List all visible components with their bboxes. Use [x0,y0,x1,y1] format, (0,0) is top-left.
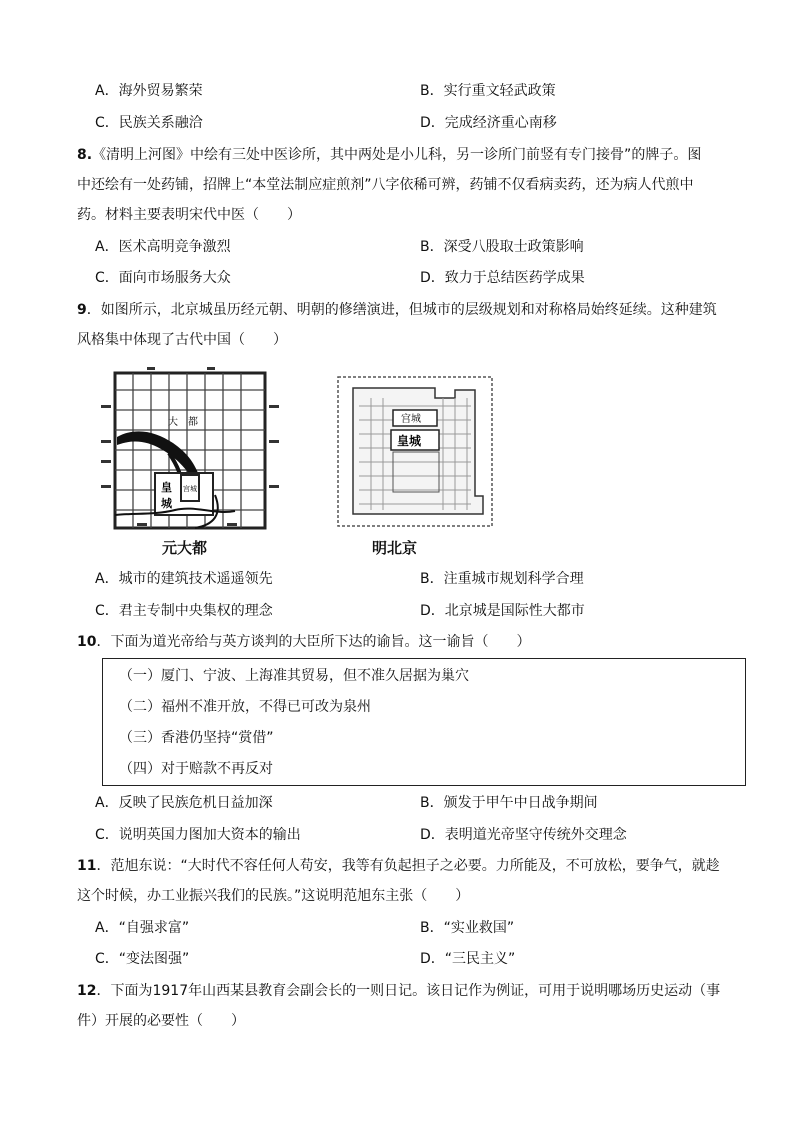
q9-stem-line1: 9．如图所示，北京城虽历经元朝、明朝的修缮演进，但城市的层级规划和对称格局始终延续。这种建筑 [77,302,717,318]
q10-stem-line1: 10．下面为道光帝给与英方谈判的大臣所下达的谕旨。这一谕旨（ ） [77,634,531,650]
q12-number: 12 [77,983,97,999]
q8-number: 8. [77,147,93,163]
q8-stem-line2: 中还绘有一处药铺，招牌上“本堂法制应症煎剂”八字依稀可辨，药铺不仅看病卖药，还为病人代煎中 [77,177,694,193]
q11-option-b: B．“实业救国” [420,920,515,936]
ming-huangcheng-label: 皇城 [397,434,422,448]
q11-option-d: D．“三民主义” [420,951,516,967]
q10-option-b: B．颁发于甲午中日战争期间 [420,795,598,811]
q10-option-c: C．说明英国力图加大资本的输出 [95,827,301,843]
q8-stem-line3: 药。材料主要表明宋代中医（ ） [77,207,301,223]
q12-stem-line2: 件）开展的必要性（ ） [77,1013,245,1029]
q7-option-a: A．海外贸易繁荣 [95,83,203,99]
q7-option-b: B．实行重文轻武政策 [420,83,556,99]
q9-stem-line2: 风格集中体现了古代中国（ ） [77,332,287,348]
q9-option-a: A．城市的建筑技术遥遥领先 [95,571,273,587]
q11-option-c: C．“变法图强” [95,951,190,967]
edict-item-2: （二）福州不准开放，不得已可改为泉州 [119,699,371,715]
q8-stem-line1: 8.《清明上河图》中绘有三处中医诊所，其中两处是小儿科，另一诊所门前竖有专门接骨”的牌子。图 [77,147,702,163]
ming-beijing-map [335,374,495,529]
q10-option-a: A．反映了民族危机日益加深 [95,795,273,811]
q9-option-d: D．北京城是国际性大都市 [420,603,585,619]
q11-stem-line1: 11．范旭东说：“大时代不容任何人苟安，我等有负起担子之必要。力所能及，不可放松，要争气，就趁 [77,858,720,874]
q8-option-a: A．医术高明竞争激烈 [95,239,231,255]
q10-edict-box [102,658,746,786]
q7-option-d: D．完成经济重心南移 [420,115,557,131]
edict-item-1: （一）厦门、宁波、上海准其贸易，但不准久居据为巢穴 [119,668,469,684]
dadu-label: 大 都 [168,417,198,428]
cheng-label: 城 [161,497,172,510]
edict-item-4: （四）对于赔款不再反对 [119,761,273,777]
q10-option-d: D．表明道光帝坚守传统外交理念 [420,827,627,843]
q8-option-c: C．面向市场服务大众 [95,270,231,286]
q11-number: 11 [77,858,97,874]
q10-number: 10 [77,634,97,650]
q12-stem-line1: 12．下面为1917年山西某县教育会副会长的一则日记。该日记作为例证，可用于说明哪场历史运动（事 [77,983,721,999]
q8-option-d: D．致力于总结医药学成果 [420,270,585,286]
q11-stem-line2: 这个时候，办工业振兴我们的民族。”这说明范旭东主张（ ） [77,888,470,904]
fig1-caption: 元大都 [162,539,208,557]
yuan-dadu-map [95,365,285,535]
edict-item-3: （三）香港仍坚持“赏借” [119,730,274,746]
q9-option-b: B．注重城市规划科学合理 [420,571,584,587]
q7-option-c: C．民族关系融洽 [95,115,203,131]
ming-gongcheng-label: 宫城 [401,414,421,425]
q9-option-c: C．君主专制中央集权的理念 [95,603,273,619]
gongcheng-label: 宫城 [183,485,197,493]
q9-number: 9 [77,302,87,318]
q11-option-a: A．“自强求富” [95,920,190,936]
fig2-caption: 明北京 [372,539,418,557]
huang-label: 皇 [161,481,172,494]
q8-option-b: B．深受八股取士政策影响 [420,239,584,255]
